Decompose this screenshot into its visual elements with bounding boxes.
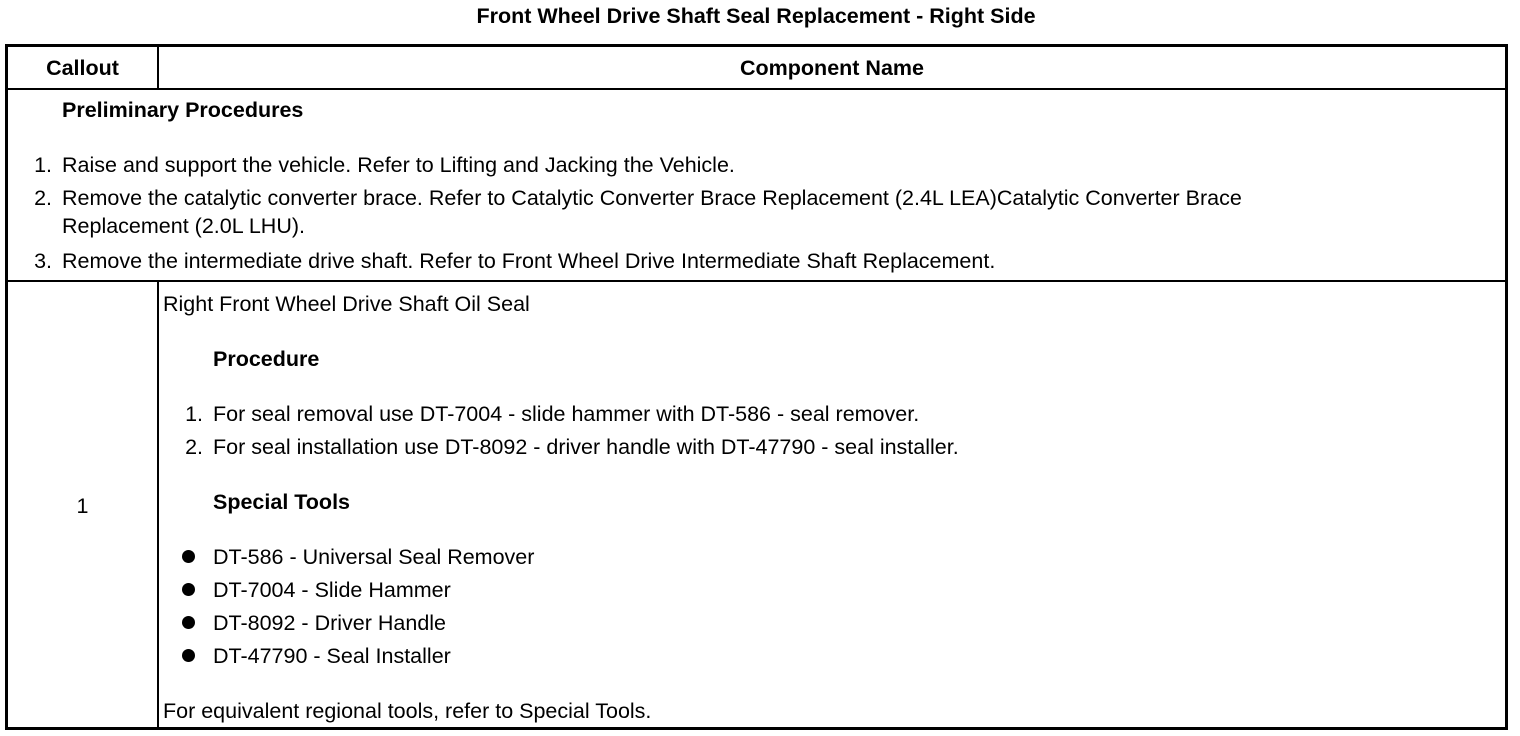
table-header-row — [8, 47, 1505, 90]
table-row — [8, 282, 1505, 727]
procedure-step-2: For seal installation use DT-8092 - driver handle with DT-47790 - seal installer. — [213, 435, 959, 459]
preliminary-step-2-continued: Replacement (2.0L LHU). — [62, 214, 305, 238]
step-number: 3. — [34, 249, 52, 273]
procedure-heading: Procedure — [213, 347, 320, 371]
bullet-icon — [182, 550, 195, 563]
document-title: Front Wheel Drive Shaft Seal Replacement - Right Side — [476, 4, 1036, 28]
preliminary-step-3: Remove the intermediate drive shaft. Refer to Front Wheel Drive Intermediate Shaft Replacement. — [62, 249, 996, 273]
list-item: DT-586 - Universal Seal Remover — [213, 545, 535, 569]
preliminary-step-2: Remove the catalytic converter brace. Refer to Catalytic Converter Brace Replacement (2.4L LEA)Catalytic Converter Brace — [62, 186, 1242, 210]
header-component-name: Component Name — [740, 56, 924, 80]
special-tools-heading: Special Tools — [213, 490, 350, 514]
list-item: DT-7004 - Slide Hammer — [213, 578, 451, 602]
step-number: 1. — [185, 402, 203, 426]
step-number: 2. — [34, 186, 52, 210]
regional-tools-note: For equivalent regional tools, refer to Special Tools. — [163, 699, 652, 723]
bullet-icon — [182, 583, 195, 596]
preliminary-procedures-section — [8, 90, 1505, 282]
list-item: DT-8092 - Driver Handle — [213, 611, 447, 635]
list-item: DT-47790 - Seal Installer — [213, 644, 451, 668]
bullet-icon — [182, 649, 195, 662]
component-name: Right Front Wheel Drive Shaft Oil Seal — [163, 292, 530, 316]
procedure-step-1: For seal removal use DT-7004 - slide hammer with DT-586 - seal remover. — [213, 402, 920, 426]
step-number: 1. — [34, 153, 52, 177]
preliminary-step-1: Raise and support the vehicle. Refer to Lifting and Jacking the Vehicle. — [62, 153, 735, 177]
bullet-icon — [182, 616, 195, 629]
preliminary-heading: Preliminary Procedures — [62, 98, 304, 122]
callout-cell — [8, 282, 159, 727]
step-number: 2. — [185, 435, 203, 459]
procedure-table — [5, 44, 1508, 730]
callout-number: 1 — [76, 494, 89, 518]
header-callout: Callout — [8, 47, 159, 88]
